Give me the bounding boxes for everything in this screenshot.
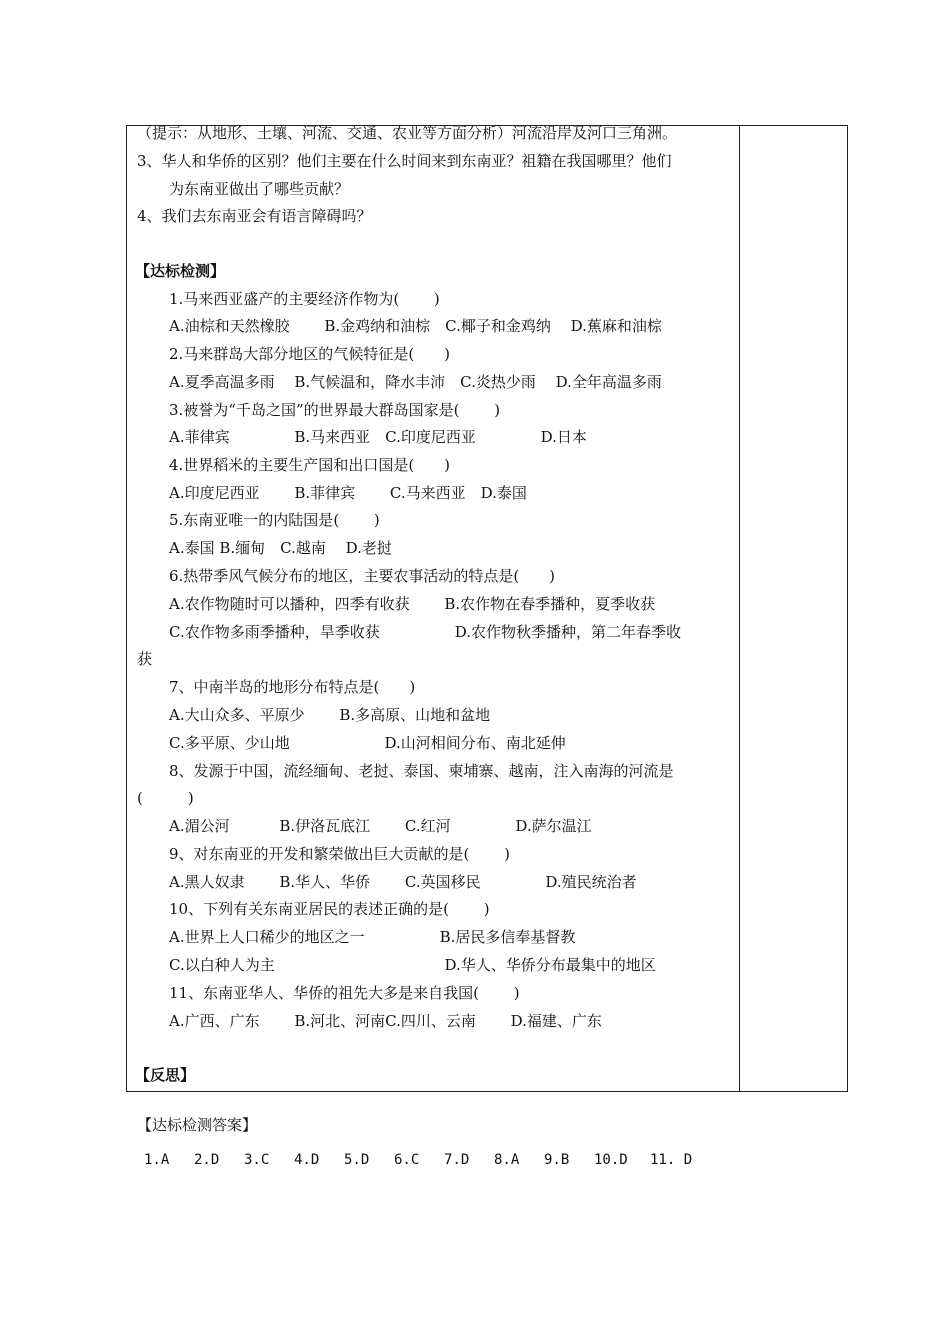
test-heading: 【达标检测】 <box>135 262 226 280</box>
question-stem: 7、中南半岛的地形分布特点是( ) <box>169 678 416 696</box>
question-options-wrap: 获 <box>137 650 153 668</box>
question-options: A.湄公河 B.伊洛瓦底江 C.红河 D.萨尔温江 <box>169 817 592 835</box>
answer-item: 1.A <box>144 1152 170 1168</box>
question-options: A.油棕和天然橡胶 B.金鸡纳和油棕 C.椰子和金鸡纳 D.蕉麻和油棕 <box>169 317 662 335</box>
hint-text: （提示：从地形、土壤、河流、交通、农业等方面分析）河流沿岸及河口三角洲。 <box>137 124 678 142</box>
question-stem: 2.马来群岛大部分地区的气候特征是( ) <box>169 345 451 363</box>
answer-item: 8.A <box>494 1152 520 1168</box>
question-options: A.泰国 B.缅甸 C.越南 D.老挝 <box>169 539 392 557</box>
question-options: A.农作物随时可以播种，四季有收获 B.农作物在春季播种，夏季收获 <box>169 595 656 613</box>
question-stem: 3.被誉为“千岛之国”的世界最大群岛国家是( ) <box>169 401 501 419</box>
question-options: C.多平原、少山地 D.山河相间分布、南北延伸 <box>169 734 566 752</box>
question-stem: 5.东南亚唯一的内陆国是( ) <box>169 511 380 529</box>
question-stem: 4.世界稻米的主要生产国和出口国是( ) <box>169 456 451 474</box>
question-stem: 8、发源于中国，流经缅甸、老挝、泰国、柬埔寨、越南，注入南海的河流是 <box>169 762 674 780</box>
table-column-divider <box>739 125 740 1092</box>
question-4: 4、我们去东南亚会有语言障碍吗？ <box>137 207 372 225</box>
question-answer-blank: ( ) <box>137 789 194 807</box>
reflection-heading: 【反思】 <box>135 1066 196 1084</box>
question-options: C.以白种人为主 D.华人、华侨分布最集中的地区 <box>169 956 656 974</box>
answer-item: 5.D <box>344 1152 370 1168</box>
answer-item: 7.D <box>444 1152 470 1168</box>
question-stem: 1.马来西亚盛产的主要经济作物为( ) <box>169 290 440 308</box>
question-stem: 10、下列有关东南亚居民的表述正确的是( ) <box>169 900 490 918</box>
question-3-line1: 3、华人和华侨的区别？他们主要在什么时间来到东南亚？祖籍在我国哪里？他们 <box>137 152 672 170</box>
question-options: A.大山众多、平原少 B.多高原、山地和盆地 <box>169 706 491 724</box>
question-stem: 11、东南亚华人、华侨的祖先大多是来自我国( ) <box>169 984 520 1002</box>
answers-list <box>144 1152 700 1168</box>
question-options: A.广西、广东 B.河北、河南C.四川、云南 D.福建、广东 <box>169 1012 602 1030</box>
answer-item: 2.D <box>194 1152 220 1168</box>
question-options: A.世界上人口稀少的地区之一 B.居民多信奉基督教 <box>169 928 576 946</box>
question-options: A.菲律宾 B.马来西亚 C.印度尼西亚 D.日本 <box>169 428 587 446</box>
question-stem: 9、对东南亚的开发和繁荣做出巨大贡献的是( ) <box>169 845 511 863</box>
question-options: C.农作物多雨季播种，旱季收获 D.农作物秋季播种，第二年春季收 <box>169 623 681 641</box>
answer-item: 4.D <box>294 1152 320 1168</box>
answer-item: 11. D <box>650 1152 693 1168</box>
question-3-line2: 为东南亚做出了哪些贡献？ <box>169 180 350 198</box>
question-stem: 6.热带季风气候分布的地区，主要农事活动的特点是( ) <box>169 567 556 585</box>
answer-item: 10.D <box>594 1152 628 1168</box>
question-options: A.夏季高温多雨 B.气候温和，降水丰沛 C.炎热少雨 D.全年高温多雨 <box>169 373 662 391</box>
answer-item: 9.B <box>544 1152 570 1168</box>
answer-item: 3.C <box>244 1152 270 1168</box>
question-options: A.印度尼西亚 B.菲律宾 C.马来西亚 D.泰国 <box>169 484 527 502</box>
question-options: A.黑人奴隶 B.华人、华侨 C.英国移民 D.殖民统治者 <box>169 873 637 891</box>
answer-item: 6.C <box>394 1152 420 1168</box>
answers-title: 【达标检测答案】 <box>137 1116 258 1134</box>
